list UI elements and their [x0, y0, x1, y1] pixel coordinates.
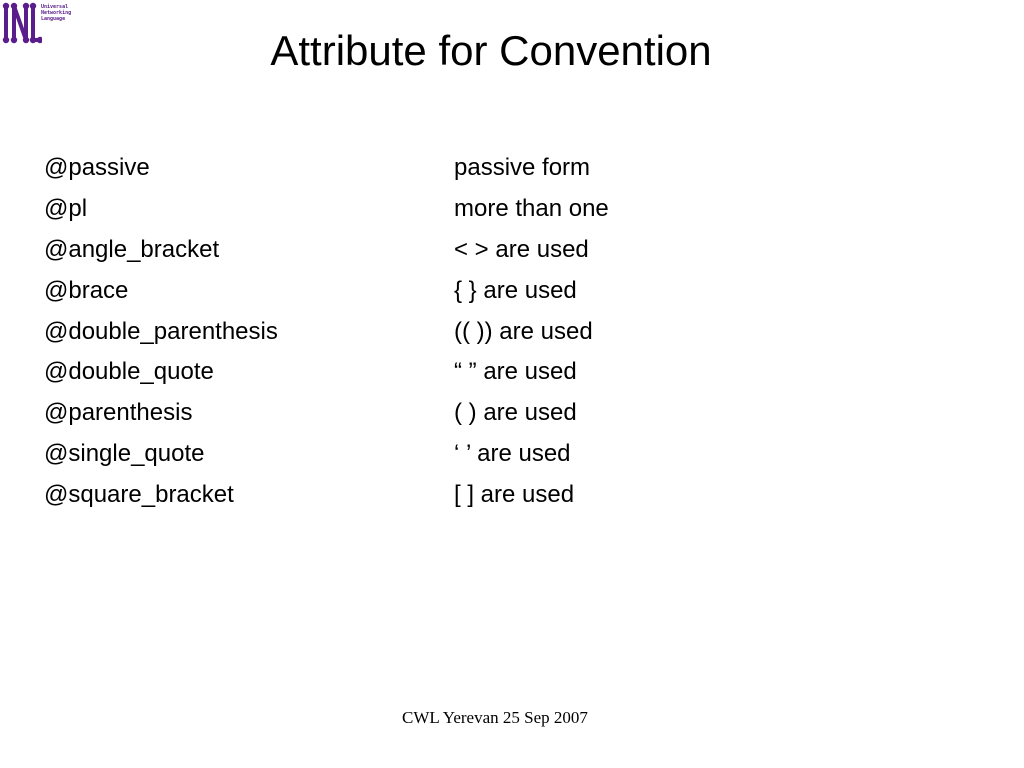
logo-line: Networking — [41, 10, 72, 16]
list-item — [44, 273, 744, 314]
list-item — [44, 150, 744, 191]
list-item — [44, 354, 744, 395]
attribute-name: @passive — [44, 154, 150, 181]
attribute-description: more than one — [454, 194, 609, 222]
attribute-name: @double_quote — [44, 358, 214, 386]
slide-title: Attribute for Convention — [270, 27, 712, 74]
attribute-description: ‘ ’ are used — [454, 440, 571, 468]
list-item — [44, 191, 744, 232]
attribute-name: @square_bracket — [44, 481, 234, 509]
attribute-name: @single_quote — [44, 440, 205, 468]
list-item — [44, 436, 744, 477]
attribute-description: (( )) are used — [454, 317, 593, 345]
attribute-list — [44, 150, 744, 518]
slide-footer: CWL Yerevan 25 Sep 2007 — [402, 708, 588, 727]
attribute-name: @pl — [44, 194, 88, 222]
attribute-name: @brace — [44, 276, 129, 304]
logo-line: Language — [41, 16, 66, 22]
attribute-description: [ ] are used — [454, 481, 575, 509]
attribute-description: passive form — [454, 154, 591, 181]
attribute-description: < > are used — [454, 235, 589, 263]
attribute-description: { } are used — [454, 276, 577, 304]
list-item — [44, 314, 744, 355]
attribute-name: @parenthesis — [44, 399, 193, 427]
list-item — [44, 395, 744, 436]
attribute-description: “ ” are used — [454, 358, 577, 386]
logo-text — [41, 4, 71, 22]
logo-line: Universal — [41, 4, 69, 10]
attribute-description: ( ) are used — [454, 399, 577, 427]
list-item — [44, 232, 744, 273]
list-item — [44, 477, 744, 518]
attribute-name: @angle_bracket — [44, 235, 220, 263]
attribute-name: @double_parenthesis — [44, 317, 278, 345]
